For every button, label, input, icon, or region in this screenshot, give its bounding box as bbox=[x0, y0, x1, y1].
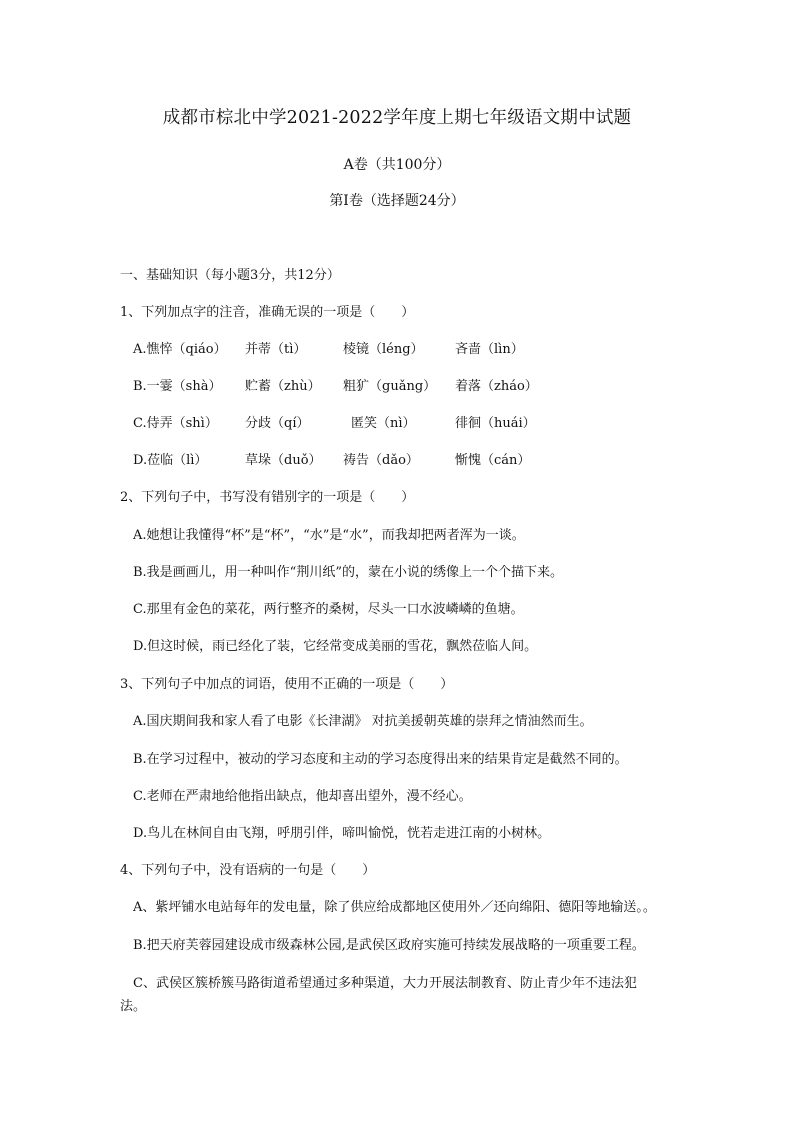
option-cell: 粗犷（guǎng） bbox=[343, 379, 437, 394]
q2-option-a: A.她想让我懂得“杯”是“杯”，“水”是“水”，而我却把两者浑为一谈。 bbox=[133, 528, 525, 543]
option-cell: 贮蓄（zhù） bbox=[245, 379, 321, 394]
q4-option-b: B.把天府芙蓉园建设成市级森林公园,是武侯区政府实施可持续发展战略的一项重要工程。 bbox=[133, 938, 645, 953]
q4-option-a: A、紫坪铺水电站每年的发电量，除了供应给成都地区使用外／还向绵阳、德阳等地输送。。 bbox=[133, 900, 656, 915]
q3-option-b: B.在学习过程中，被动的学习态度和主动的学习态度得出来的结果肯定是截然不同的。 bbox=[133, 752, 628, 767]
exam-title: 成都市棕北中学2021-2022学年度上期七年级语文期中试题 bbox=[162, 108, 632, 128]
q4-option-c-continued: 法。 bbox=[120, 999, 147, 1014]
option-cell: 祷告（dǎo） bbox=[343, 453, 419, 468]
option-cell: A.憔悴（qiáo） bbox=[133, 342, 227, 357]
q3-option-d: D.鸟儿在林间自由飞翔，呼朋引伴，啼叫愉悦，恍若走进江南的小树林。 bbox=[133, 826, 551, 841]
part-one-subtitle: 第Ⅰ卷（选择题24分） bbox=[329, 193, 465, 209]
question-3-stem: 3、下列句子中加点的词语，使用不正确的一项是（ ） bbox=[120, 677, 454, 692]
option-cell: 并蒂（tì） bbox=[245, 342, 307, 357]
q4-option-c: C、武侯区簇桥簇马路街道希望通过多种渠道，大力开展法制教育、防止青少年不违法犯 bbox=[133, 976, 637, 991]
q2-option-c: C.那里有金色的菜花，两行整齐的桑树，尽头一口水波嶙嶙的鱼塘。 bbox=[133, 602, 524, 617]
option-cell: 着落（zháo） bbox=[455, 379, 538, 394]
option-cell: B.一霎（shà） bbox=[133, 379, 222, 394]
section-heading: 一、基础知识（每小题3分，共12分） bbox=[120, 268, 340, 283]
q3-option-a: A.国庆期间我和家人看了电影《长津湖》 对抗美援朝英雄的崇拜之情油然而生。 bbox=[133, 714, 593, 729]
option-cell: 匿笑（nì） bbox=[351, 416, 416, 431]
option-cell: 分歧（qí） bbox=[245, 416, 310, 431]
option-cell: 徘徊（huái） bbox=[455, 416, 536, 431]
q3-option-c: C.老师在严肃地给他指出缺点，他却喜出望外，漫不经心。 bbox=[133, 789, 472, 804]
question-2-stem: 2、下列句子中，书写没有错别字的一项是（ ） bbox=[120, 490, 415, 505]
question-4-stem: 4、下列句子中，没有语病的一句是（ ） bbox=[120, 863, 376, 878]
option-cell: D.莅临（lì） bbox=[133, 453, 208, 468]
option-cell: 吝啬（lìn） bbox=[455, 342, 524, 357]
option-cell: 棱镜（léng） bbox=[343, 342, 424, 357]
option-cell: C.侍弄（shì） bbox=[133, 416, 218, 431]
q2-option-d: D.但这时候，雨已经化了装，它经常变成美丽的雪花，飘然莅临人间。 bbox=[133, 639, 538, 654]
q2-option-b: B.我是画画儿，用一种叫作“荆川纸”的，蒙在小说的绣像上一个个描下来。 bbox=[133, 565, 563, 580]
question-1-stem: 1、下列加点字的注音，准确无误的一项是（ ） bbox=[120, 305, 415, 320]
paper-a-subtitle: A卷（共100分） bbox=[343, 157, 451, 173]
option-cell: 草垛（duǒ） bbox=[245, 453, 322, 468]
option-cell: 惭愧（cán） bbox=[455, 453, 531, 468]
